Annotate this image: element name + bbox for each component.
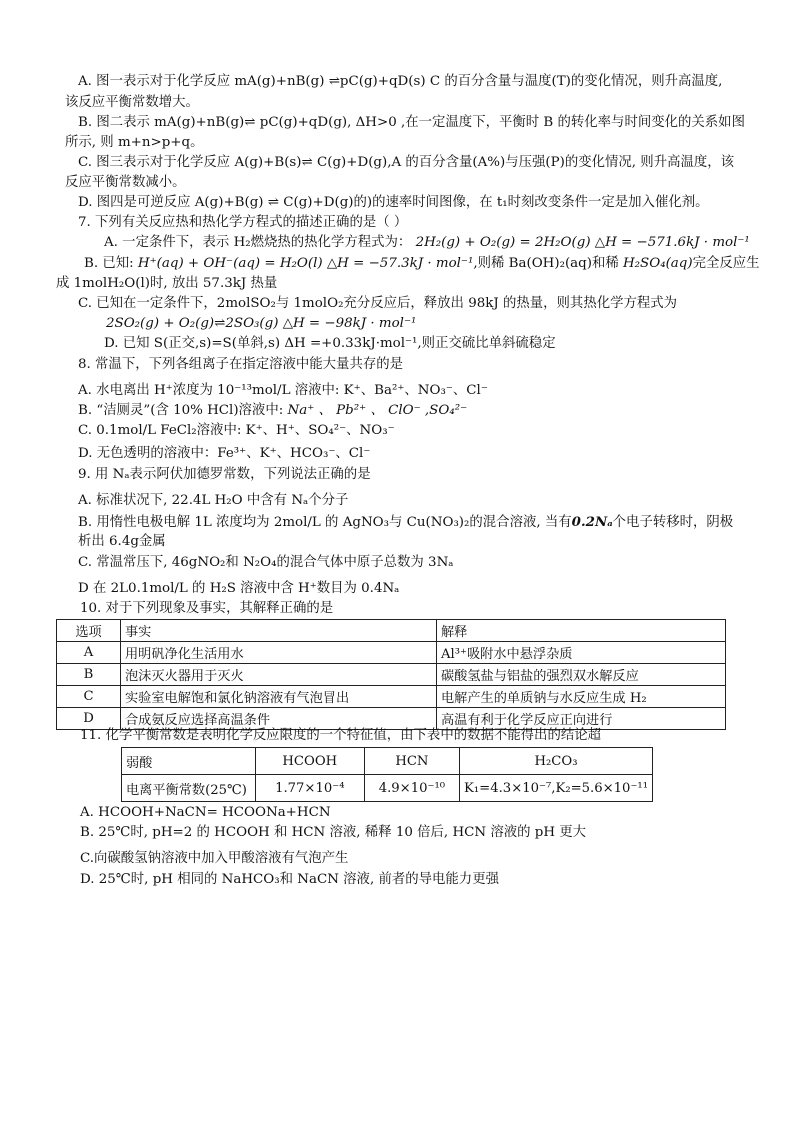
q8-option-b-text: B. “洁厕灵”(含 10% HCl)溶液中: [78,403,284,418]
header-fact: 事实 [121,620,437,642]
q7-option-b-equation: H⁺(aq) + OH⁻(aq) = H₂O(l) △H = −57.3kJ · mol⁻¹ [137,256,474,271]
q11-stem: 11. 化学平衡常数是表明化学反应限度的一个特征值，由下表中的数据不能得出的结论超 [80,728,602,743]
value-hcooh: 1.77×10⁻⁴ [255,775,364,802]
q6-option-c-line2: 反应平衡常数减小。 [65,175,186,190]
q9-option-d: D 在 2L0.1mol/L 的 H₂S 溶液中含 H⁺数目为 0.4Nₐ [78,581,400,596]
row-explanation: Al³⁺吸附水中悬浮杂质 [437,642,726,664]
q8-option-b-ions: Na⁺ 、 Pb²⁺ 、 ClO⁻ ,SO₄²⁻ [287,403,468,418]
table-row [57,642,726,664]
q11-table [121,747,653,802]
row-option: A [57,642,121,664]
q8-option-b [78,401,467,421]
q6-option-b-line2: 所示, 则 m+n>p+q。 [65,135,204,150]
row-fact: 用明矾净化生活用水 [121,642,437,664]
row-fact: 泡沫灭火器用于灭火 [121,664,437,686]
q7-option-b-line2: 成 1molH₂O(l)时, 放出 57.3kJ 热量 [56,276,278,291]
q6-option-b-line1: B. 图二表示 mA(g)+nB(g)⇌ pC(g)+qD(g), ΔH>0 ,在一定温度下，平衡时 B 的转化率与时间变化的关系如图 [78,115,745,130]
q6-option-d: D. 图四是可逆反应 A(g)+B(g) ⇌ C(g)+D(g)的)的速率时间图像，在 t₁时刻改变条件一定是加入催化剂。 [78,195,709,210]
row-option: D [57,708,121,730]
q7-option-d: D. 已知 S(正交,s)=S(单斜,s) ΔH =+0.33kJ·mol⁻¹,则正交硫比单斜硫稳定 [104,336,556,351]
q7-option-a [104,233,750,253]
row-label: 电离平衡常数(25℃) [122,775,256,802]
q9-option-b-rest: 个电子转移时，阴极 [612,515,734,530]
q8-option-a: A. 水电离出 H⁺浓度为 10⁻¹³mol/L 溶液中: K⁺、Ba²⁺、NO₃⁻、Cl⁻ [78,383,488,398]
table-header-row [122,748,653,775]
q11-option-d: D. 25℃时, pH 相同的 NaHCO₃和 NaCN 溶液, 前者的导电能力更强 [80,872,499,887]
value-hcn: 4.9×10⁻¹⁰ [364,775,459,802]
q6-option-a-line1: A. 图一表示对于化学反应 mA(g)+nB(g) ⇌pC(g)+qD(s) C 的百分含量与温度(T)的变化情况，则升高温度, [78,74,723,89]
table-row [122,775,653,802]
table-header-row [57,620,726,642]
value-h2co3: K₁=4.3×10⁻⁷,K₂=5.6×10⁻¹¹ [460,775,653,802]
q8-option-d: D. 无色透明的溶液中：Fe³⁺、K⁺、HCO₃⁻、Cl⁻ [78,446,371,461]
row-explanation: 电解产生的单质钠与水反应生成 H₂ [437,686,726,708]
table-row [57,686,726,708]
q8-stem: 8. 常温下，下列各组离子在指定溶液中能大量共存的是 [78,357,404,372]
q9-option-a: A. 标准状况下, 22.4L H₂O 中含有 Nₐ个分子 [78,493,349,508]
table-row [57,664,726,686]
q11-option-a: A. HCOOH+NaCN= HCOONa+HCN [80,805,331,820]
q9-stem: 9. 用 Nₐ表示阿伏加德罗常数，下列说法正确的是 [78,467,371,482]
q7-option-c-equation: 2SO₂(g) + O₂(g)⇌2SO₃(g) △H = −98kJ · mol⁻¹ [106,316,417,331]
row-explanation: 高温有利于化学反应正向进行 [437,708,726,730]
q7-option-b-equation2: H₂SO₄(aq) [623,256,693,271]
q6-option-a-line2: 该反应平衡常数增大。 [65,95,199,110]
q7-option-c-line1: C. 已知在一定条件下，2molSO₂与 1molO₂充分反应后，释放出 98kJ 的热量，则其热化学方程式为 [78,296,678,311]
header-hcooh: HCOOH [255,748,364,775]
q7-option-b-rest2: 完全反应生 [692,256,760,271]
header-explanation: 解释 [437,620,726,642]
q9-option-b-text: B. 用惰性电极电解 1L 浓度均为 2mol/L 的 AgNO₃与 Cu(NO₃)₂的混合溶液, 当有 [78,515,572,530]
row-fact: 合成氨反应选择高温条件 [121,708,437,730]
header-weak-acid: 弱酸 [122,748,256,775]
q9-option-b-line2: 析出 6.4g金属 [78,534,166,549]
header-h2co3: H₂CO₃ [460,748,653,775]
row-option: B [57,664,121,686]
q9-option-c: C. 常温常压下, 46gNO₂和 N₂O₄的混合气体中原子总数为 3Nₐ [78,555,454,570]
q7-stem: 7. 下列有关反应热和热化学方程式的描述正确的是（ ） [78,215,408,230]
header-hcn: HCN [364,748,459,775]
q11-option-c: C.向碳酸氢钠溶液中加入甲酸溶液有气泡产生 [80,851,349,866]
q7-option-a-equation: 2H₂(g) + O₂(g) = 2H₂O(g) △H = −571.6kJ · mol⁻¹ [415,235,750,250]
row-fact: 实验室电解饱和氯化钠溶液有气泡冒出 [121,686,437,708]
q6-option-c-line1: C. 图三表示对于化学反应 A(g)+B(s)⇌ C(g)+D(g),A 的百分含量(A%)与压强(P)的变化情况, 则升高温度，该 [78,155,735,170]
q7-option-a-text: A. 一定条件下，表示 H₂燃烧热的热化学方程式为： [104,235,412,250]
q10-stem: 10. 对于下列现象及事实，其解释正确的是 [80,601,334,616]
q10-table [56,619,726,730]
row-explanation: 碳酸氢盐与铝盐的强烈双水解反应 [437,664,726,686]
q9-option-b-line1 [78,512,733,533]
q11-option-b: B. 25℃时, pH=2 的 HCOOH 和 HCN 溶液, 稀释 10 倍后, HCN 溶液的 pH 更大 [80,825,587,840]
q7-option-b-rest: ,则稀 Ba(OH)₂(aq)和稀 [473,256,619,271]
header-option: 选项 [57,620,121,642]
row-option: C [57,686,121,708]
q8-option-c: C. 0.1mol/L FeCl₂溶液中: K⁺、H⁺、SO₄²⁻、NO₃⁻ [78,423,395,438]
q9-option-b-equation: 0.2Nₐ [571,514,613,530]
q7-option-b-line1 [84,254,760,274]
q7-option-b-text: B. 已知: [84,256,134,271]
